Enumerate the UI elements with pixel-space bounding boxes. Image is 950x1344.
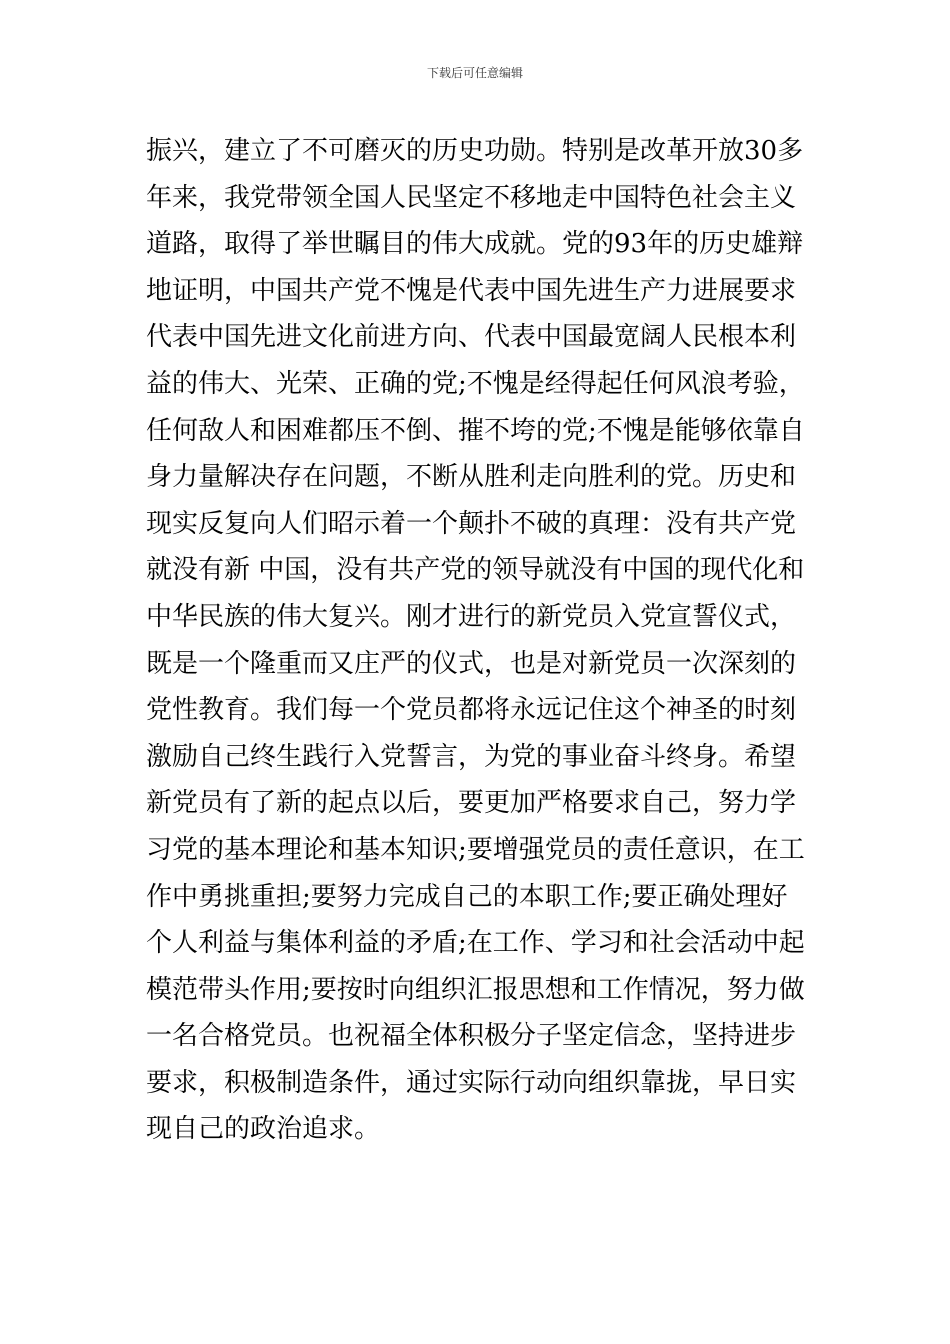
text-line: 振兴，建立了不可磨灭的历史功勋。特别是改革开放30多 <box>146 136 804 166</box>
text-line: 要求，积极制造条件，通过实际行动向组织靠拢，早日实 <box>146 1067 797 1098</box>
text-line: 代表中国先进文化前进方向、代表中国最宽阔人民根本利 <box>146 322 797 353</box>
text-line: 现自己的政治追求。 <box>146 1114 381 1145</box>
text-line: 党性教育。我们每一个党员都将永远记住这个神圣的时刻 <box>146 695 797 726</box>
text-line: 一名合格党员。也祝福全体积极分子坚定信念，坚持进步 <box>146 1021 797 1052</box>
text-line: 身力量解决存在问题，不断从胜利走向胜利的党。历史和 <box>146 462 797 493</box>
text-line: 益的伟大、光荣、正确的党;不愧是经得起任何风浪考验， <box>146 368 805 399</box>
text-line: 现实反复向人们昭示着一个颠扑不破的真理：没有共产党 <box>146 508 797 539</box>
text-line: 道路，取得了举世瞩目的伟大成就。党的93年的历史雄辩 <box>146 229 804 260</box>
body-paragraph <box>146 128 816 1153</box>
text-line: 个人利益与集体利益的矛盾;在工作、学习和社会活动中起 <box>146 928 805 959</box>
text-line: 任何敌人和困难都压不倒、摧不垮的党;不愧是能够依靠自 <box>146 415 805 446</box>
text-line: 作中勇挑重担;要努力完成自己的本职工作;要正确处理好 <box>146 881 788 912</box>
text-line: 地证明，中国共产党不愧是代表中国先进生产力进展要求 <box>146 275 797 306</box>
text-line: 年来，我党带领全国人民坚定不移地走中国特色社会主义 <box>146 182 797 213</box>
text-line: 新党员有了新的起点以后，要更加严格要求自己，努力学 <box>146 788 797 819</box>
page-header-note: 下载后可任意编辑 <box>426 66 523 80</box>
text-line: 既是一个隆重而又庄严的仪式，也是对新党员一次深刻的 <box>146 648 797 679</box>
text-line: 中华民族的伟大复兴。刚才进行的新党员入党宣誓仪式， <box>146 601 797 632</box>
text-line: 习党的基本理论和基本知识;要增强党员的责任意识，在工 <box>146 834 805 865</box>
text-line: 就没有新 中国，没有共产党的领导就没有中国的现代化和 <box>146 555 805 586</box>
text-line: 激励自己终生践行入党誓言，为党的事业奋斗终身。希望 <box>146 741 797 772</box>
text-line: 模范带头作用;要按时向组织汇报思想和工作情况，努力做 <box>146 974 805 1005</box>
